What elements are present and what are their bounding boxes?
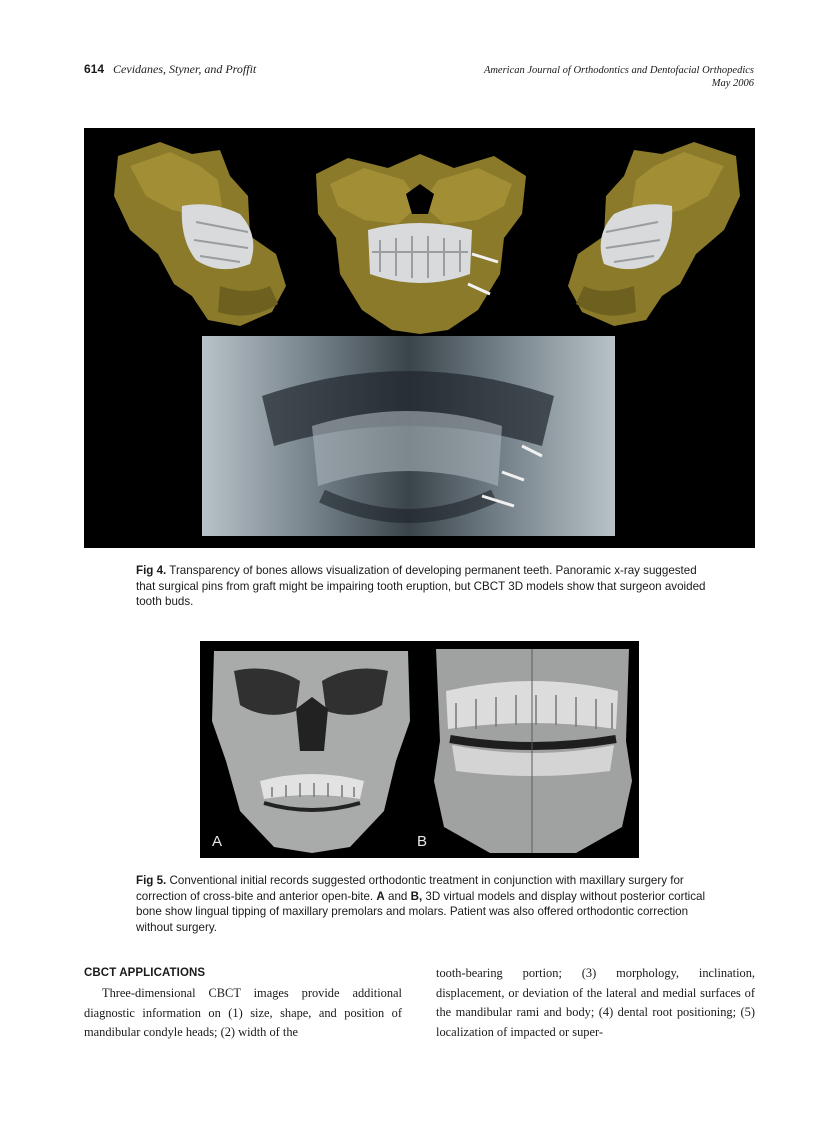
- figure-4-image: [84, 128, 755, 548]
- figure-5-caption-bold-a: A: [376, 889, 385, 903]
- figure-5-panel-a-skull: [200, 641, 422, 858]
- body-column-right: [436, 964, 755, 1042]
- body-column-left: [84, 984, 402, 1043]
- figure-4-label: Fig 4.: [136, 564, 167, 577]
- figure-5-caption-and: and: [388, 889, 408, 903]
- skull-model-left-view: [100, 136, 300, 336]
- body-paragraph-right: tooth-bearing portion; (3) morphology, inclination, displacement, or deviation of the lateral and medial surfaces of the mandibular rami and body; (4) dental root positioning; (5) localization of impacted or super-: [436, 966, 755, 1039]
- figure-5-label: Fig 5.: [136, 874, 167, 887]
- body-paragraph-left: Three-dimensional CBCT images provide additional diagnostic information on (1) size, shape, and position of mandibular condyle heads; (2) width of the: [84, 986, 402, 1040]
- figure-5-panel-b-dentition: [426, 641, 639, 858]
- page-number: 614: [84, 62, 105, 76]
- figure-4-caption: [136, 563, 716, 610]
- figure-4-caption-text: Transparency of bones allows visualization of developing permanent teeth. Panoramic x-ray suggested that surgical pins from graft might be impairing tooth eruption, but CBCT 3D models show that surgeon avoided tooth buds.: [136, 564, 706, 608]
- panel-b-label: B: [417, 833, 428, 850]
- figure-5-caption-part2: 3D virtual models and display without posterior cortical bone show lingual tipping of maxillary premolars and molars. Patient was also offered orthodontic correction without surgery.: [136, 889, 706, 934]
- issue-date: May 2006: [711, 78, 754, 89]
- running-authors: Cevidanes, Styner, and Proffit: [113, 62, 257, 76]
- figure-5-caption-bold-b: B,: [410, 889, 423, 903]
- journal-title: American Journal of Orthodontics and Dentofacial Orthopedics: [483, 65, 754, 76]
- figure-5-caption-part1: Conventional initial records suggested orthodontic treatment in conjunction with maxillary surgery for correction of cross-bite and anterior open-bite.: [136, 874, 684, 903]
- skull-model-right-view: [554, 136, 754, 336]
- panoramic-xray: [202, 336, 615, 536]
- panel-a-label: A: [212, 833, 223, 850]
- figure-5-caption: [136, 873, 716, 935]
- skull-model-frontal-view: [308, 144, 534, 344]
- running-header-left: [84, 62, 256, 76]
- running-header-right: [484, 64, 754, 90]
- section-heading: CBCT APPLICATIONS: [84, 967, 206, 979]
- figure-5-image: [200, 641, 639, 858]
